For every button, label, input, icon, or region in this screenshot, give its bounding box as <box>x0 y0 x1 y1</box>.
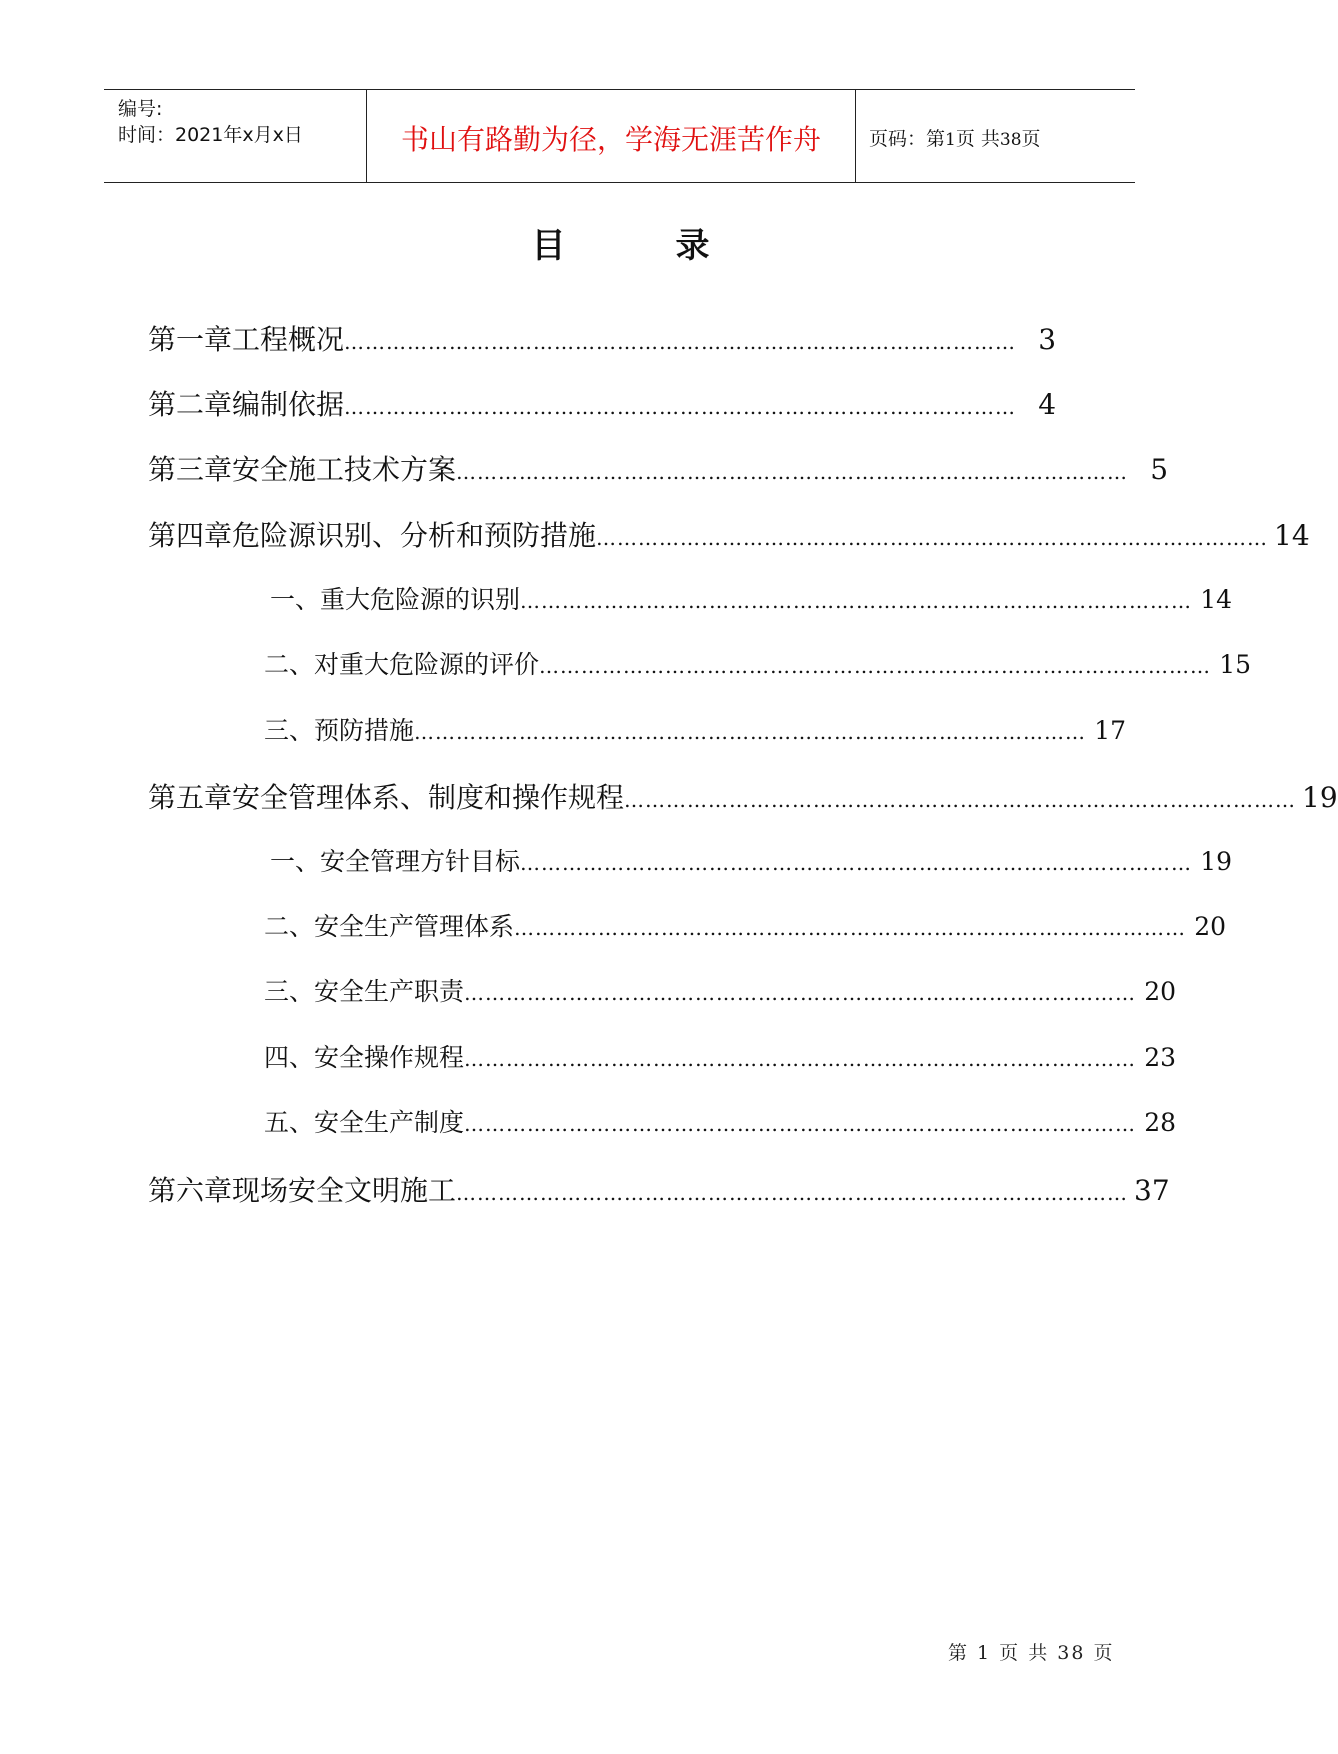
toc-leader-dots: …………………………………………………………………………………… <box>464 1047 1137 1071</box>
toc-leader-dots: …………………………………………………………………………………… <box>520 851 1193 875</box>
toc-entry-title: 二、安全生产管理体系 <box>264 912 515 941</box>
toc-entry[interactable] <box>264 711 1127 751</box>
toc-entry-title: 三、预防措施 <box>264 716 415 745</box>
page-current: 1 <box>945 130 956 150</box>
toc-entry-title: 危险源识别、分析和预防措施 <box>232 519 597 552</box>
toc-chapter-number: 第五章 <box>148 781 233 814</box>
toc-chapter-number: 第一章 <box>148 323 233 356</box>
page-total: 38 <box>999 130 1022 150</box>
toc-entry-title: 四、安全操作规程 <box>264 1043 465 1072</box>
toc-entry[interactable] <box>264 972 1177 1012</box>
toc-entry[interactable] <box>270 842 1233 882</box>
time-label: 时间：2021年x月x日 <box>118 124 303 146</box>
toc-entry[interactable] <box>264 907 1227 947</box>
motto-text: 书山有路勤为径，学海无涯苦作舟 <box>400 123 821 156</box>
page-footer: 第 1 页 共 38 页 <box>948 1642 1115 1664</box>
toc-entry[interactable] <box>264 645 1252 685</box>
toc-entry-title: 一、安全管理方针目标 <box>270 847 521 876</box>
toc-entry-title: 五、安全生产制度 <box>264 1108 465 1137</box>
toc-page-number: 5 <box>1150 453 1169 486</box>
toc-page-number: 37 <box>1134 1174 1170 1207</box>
toc-page-number: 19 <box>1302 781 1338 814</box>
toc-leader-dots: …………………………………………………………………………………… <box>539 654 1212 678</box>
toc-entry[interactable] <box>148 448 1169 488</box>
page-suffix: 页 <box>1021 128 1041 150</box>
toc-entry-title: 二、对重大危险源的评价 <box>264 650 540 679</box>
toc-entry-title: 工程概况 <box>232 323 345 356</box>
toc-page-number: 28 <box>1144 1108 1177 1137</box>
toc-leader-dots: …………………………………………………………………………………… <box>456 1181 1129 1205</box>
toc-page-number: 19 <box>1200 847 1233 876</box>
toc-leader-dots: …………………………………………………………………………………… <box>456 460 1129 484</box>
toc-entry[interactable] <box>264 1103 1177 1143</box>
toc-leader-dots: …………………………………………………………………………………… <box>464 981 1137 1005</box>
toc-leader-dots: …………………………………………………………………………………… <box>596 526 1269 550</box>
toc-entry-title: 三、安全生产职责 <box>264 977 465 1006</box>
toc-page-number: 15 <box>1219 650 1252 679</box>
serial-label: 编号: <box>118 98 163 120</box>
toc-entry[interactable] <box>148 514 1310 554</box>
toc-entry-title: 安全管理体系、制度和操作规程 <box>232 781 625 814</box>
toc-leader-dots: …………………………………………………………………………………… <box>624 788 1297 812</box>
toc-page-number: 20 <box>1194 912 1227 941</box>
toc-entry[interactable] <box>148 1169 1170 1209</box>
toc-title: 目录 <box>531 226 820 266</box>
toc-chapter-number: 第三章 <box>148 453 233 486</box>
toc-entry[interactable] <box>148 318 1057 358</box>
toc-chapter-number: 第六章 <box>148 1174 233 1207</box>
toc-page-number: 4 <box>1038 388 1057 421</box>
toc-leader-dots: …………………………………………………………………………………… <box>514 916 1187 940</box>
toc-entry[interactable] <box>270 580 1233 620</box>
toc-page-number: 23 <box>1144 1043 1177 1072</box>
toc-page-number: 20 <box>1144 977 1177 1006</box>
toc-leader-dots: …………………………………………………………………………………… <box>344 395 1017 419</box>
toc-entry-title: 现场安全文明施工 <box>232 1174 457 1207</box>
toc-entry-title: 安全施工技术方案 <box>232 453 457 486</box>
toc-page-number: 3 <box>1038 323 1057 356</box>
toc-page-number: 14 <box>1200 585 1233 614</box>
toc-leader-dots: …………………………………………………………………………………… <box>414 720 1087 744</box>
toc-entry-title: 一、重大危险源的识别 <box>270 585 521 614</box>
toc-chapter-number: 第二章 <box>148 388 233 421</box>
toc-page-number: 17 <box>1094 716 1127 745</box>
toc-chapter-number: 第四章 <box>148 519 233 552</box>
toc-entry-title: 编制依据 <box>232 388 345 421</box>
page-prefix: 页码：第 <box>869 128 946 150</box>
toc-leader-dots: …………………………………………………………………………………… <box>344 330 1017 354</box>
toc-entry[interactable] <box>148 776 1338 816</box>
page-mid: 页 共 <box>955 128 1000 150</box>
toc-leader-dots: …………………………………………………………………………………… <box>464 1112 1137 1136</box>
toc-entry[interactable] <box>148 383 1057 423</box>
toc-leader-dots: …………………………………………………………………………………… <box>520 589 1193 613</box>
toc-page-number: 14 <box>1274 519 1310 552</box>
toc-entry[interactable] <box>264 1038 1177 1078</box>
